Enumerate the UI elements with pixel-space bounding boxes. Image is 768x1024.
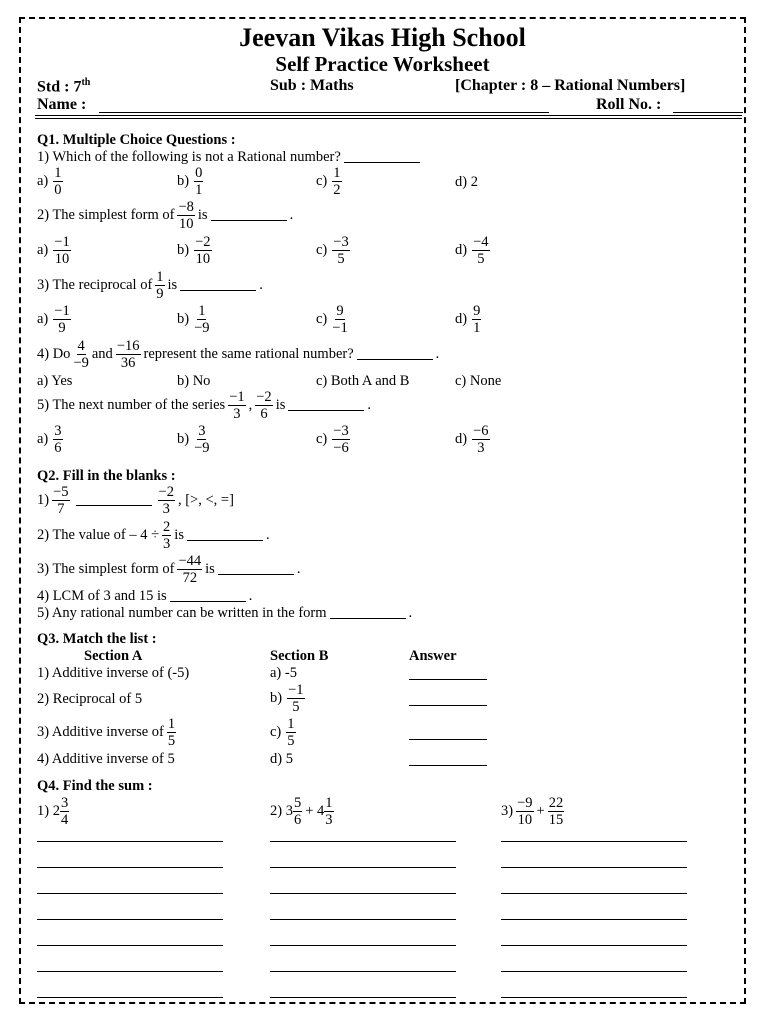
worksheet-border [19, 17, 746, 1004]
option-d: d) $\frac{-6}{3}$ [455, 423, 489, 456]
answer-line[interactable] [270, 919, 456, 920]
answer-line[interactable] [270, 971, 456, 972]
option-c: c) $\frac{9}{-1}$ [316, 303, 348, 336]
option-a: a) $\frac{-1}{10}$ [37, 234, 70, 267]
option-c: c) $\frac{-3}{5}$ [316, 234, 349, 267]
name-label: Name : [37, 96, 87, 113]
match-a-2: 2) Reciprocal of 5 [37, 691, 143, 707]
option-b: b) $\frac{3}{-9}$ [177, 423, 210, 456]
answer-blank[interactable] [76, 495, 152, 506]
q2-heading: Q2. Fill in the blanks : [37, 468, 176, 484]
match-answer-4[interactable] [409, 765, 487, 766]
q1-item-5: 5) The next number of the series $\frac{-1}{3}$ , $\frac{-2}{6}$ is . [37, 389, 371, 422]
answer-line[interactable] [501, 867, 687, 868]
match-b-2: b) $\frac{-1}{5}$ [270, 682, 304, 715]
answer-line[interactable] [270, 997, 456, 998]
std-label: Std : 7th [37, 77, 91, 96]
answer-line[interactable] [501, 841, 687, 842]
option-b: b) No [177, 373, 211, 389]
roll-label: Roll No. : [596, 96, 662, 113]
match-answer-1[interactable] [409, 679, 487, 680]
school-name: Jeevan Vikas High School [239, 23, 526, 52]
answer-line[interactable] [501, 919, 687, 920]
option-a: a) $\frac{-1}{9}$ [37, 303, 70, 336]
q1-item-3: 3) The reciprocal of $\frac{1}{9}$ is . [37, 269, 263, 302]
q1-heading: Q1. Multiple Choice Questions : [37, 132, 236, 148]
match-b-1: a) -5 [270, 665, 297, 681]
match-answer-3[interactable] [409, 739, 487, 740]
q3-heading: Q3. Match the list : [37, 631, 157, 647]
name-field[interactable] [99, 112, 549, 113]
option-b: b) $\frac{1}{-9}$ [177, 303, 210, 336]
answer-blank[interactable] [330, 608, 406, 619]
answer-blank[interactable] [180, 280, 256, 291]
q2-item-4: 4) LCM of 3 and 15 is . [37, 588, 253, 604]
option-a: a) Yes [37, 373, 73, 389]
option-d: c) None [455, 373, 502, 389]
chapter-label: [Chapter : 8 – Rational Numbers] [455, 77, 686, 94]
answer-line[interactable] [270, 893, 456, 894]
q2-item-5: 5) Any rational number can be written in the form . [37, 605, 413, 621]
answer-line[interactable] [270, 945, 456, 946]
roll-field[interactable] [673, 112, 743, 113]
answer-line[interactable] [37, 841, 223, 842]
option-a: a) $\frac{1}{0}$ [37, 165, 62, 198]
answer-line[interactable] [37, 867, 223, 868]
q2-item-1: 1) $\frac{-5}{7}$ $\frac{-2}{3}$ , [>, <, =] [37, 484, 234, 517]
section-a-header: Section A [84, 648, 143, 664]
option-a: a) $\frac{3}{6}$ [37, 423, 62, 456]
q4-heading: Q4. Find the sum : [37, 778, 153, 794]
answer-line[interactable] [37, 971, 223, 972]
option-c: c) $\frac{1}{2}$ [316, 165, 341, 198]
option-d: d) 2 [455, 174, 478, 190]
answer-line[interactable] [501, 893, 687, 894]
match-a-3: 3) Additive inverse of $\frac{1}{5}$ [37, 716, 176, 749]
q1-item-2: 2) The simplest form of $\frac{-8}{10}$ is . [37, 199, 294, 232]
header-rule [35, 118, 742, 119]
answer-line[interactable] [270, 841, 456, 842]
answer-line[interactable] [37, 919, 223, 920]
header-rule [35, 115, 742, 116]
match-answer-2[interactable] [409, 705, 487, 706]
match-b-4: d) 5 [270, 751, 293, 767]
option-c: c) $\frac{-3}{-6}$ [316, 423, 349, 456]
answer-blank[interactable] [288, 400, 364, 411]
option-d: d) $\frac{-4}{5}$ [455, 234, 489, 267]
option-d: d) $\frac{9}{1}$ [455, 303, 481, 336]
answer-line[interactable] [501, 945, 687, 946]
sum-2: 2) 3 $\frac{5}{6}$ + 4 $\frac{1}{3}$ [270, 795, 333, 828]
answer-blank[interactable] [170, 591, 246, 602]
q2-item-2: 2) The value of – 4 ÷ $\frac{2}{3}$ is . [37, 519, 270, 552]
answer-blank[interactable] [344, 152, 420, 163]
answer-blank[interactable] [211, 210, 287, 221]
answer-blank[interactable] [357, 349, 433, 360]
match-b-3: c) $\frac{1}{5}$ [270, 716, 295, 749]
q2-item-3: 3) The simplest form of $\frac{-44}{72}$ is . [37, 553, 301, 586]
q1-item-1: 1) Which of the following is not a Rational number? [37, 149, 423, 166]
answer-line[interactable] [501, 971, 687, 972]
answer-header: Answer [409, 648, 457, 664]
answer-blank[interactable] [218, 564, 294, 575]
option-b: b) $\frac{0}{1}$ [177, 165, 203, 198]
option-b: b) $\frac{-2}{10}$ [177, 234, 211, 267]
answer-line[interactable] [37, 893, 223, 894]
answer-line[interactable] [501, 997, 687, 998]
q1-item-4: 4) Do $\frac{4}{-9}$ and $\frac{-16}{36}$ represent the same rational number? . [37, 338, 440, 371]
subject-label: Sub : Maths [270, 77, 354, 94]
match-a-4: 4) Additive inverse of 5 [37, 751, 175, 767]
answer-blank[interactable] [187, 530, 263, 541]
match-a-1: 1) Additive inverse of (-5) [37, 665, 190, 681]
worksheet-title: Self Practice Worksheet [275, 52, 490, 76]
answer-line[interactable] [270, 867, 456, 868]
section-b-header: Section B [270, 648, 329, 664]
answer-line[interactable] [37, 945, 223, 946]
option-c: c) Both A and B [316, 373, 410, 389]
sum-3: 3) $\frac{-9}{10}$ + $\frac{22}{15}$ [501, 795, 564, 828]
answer-line[interactable] [37, 997, 223, 998]
sum-1: 1) 2 $\frac{3}{4}$ [37, 795, 69, 828]
